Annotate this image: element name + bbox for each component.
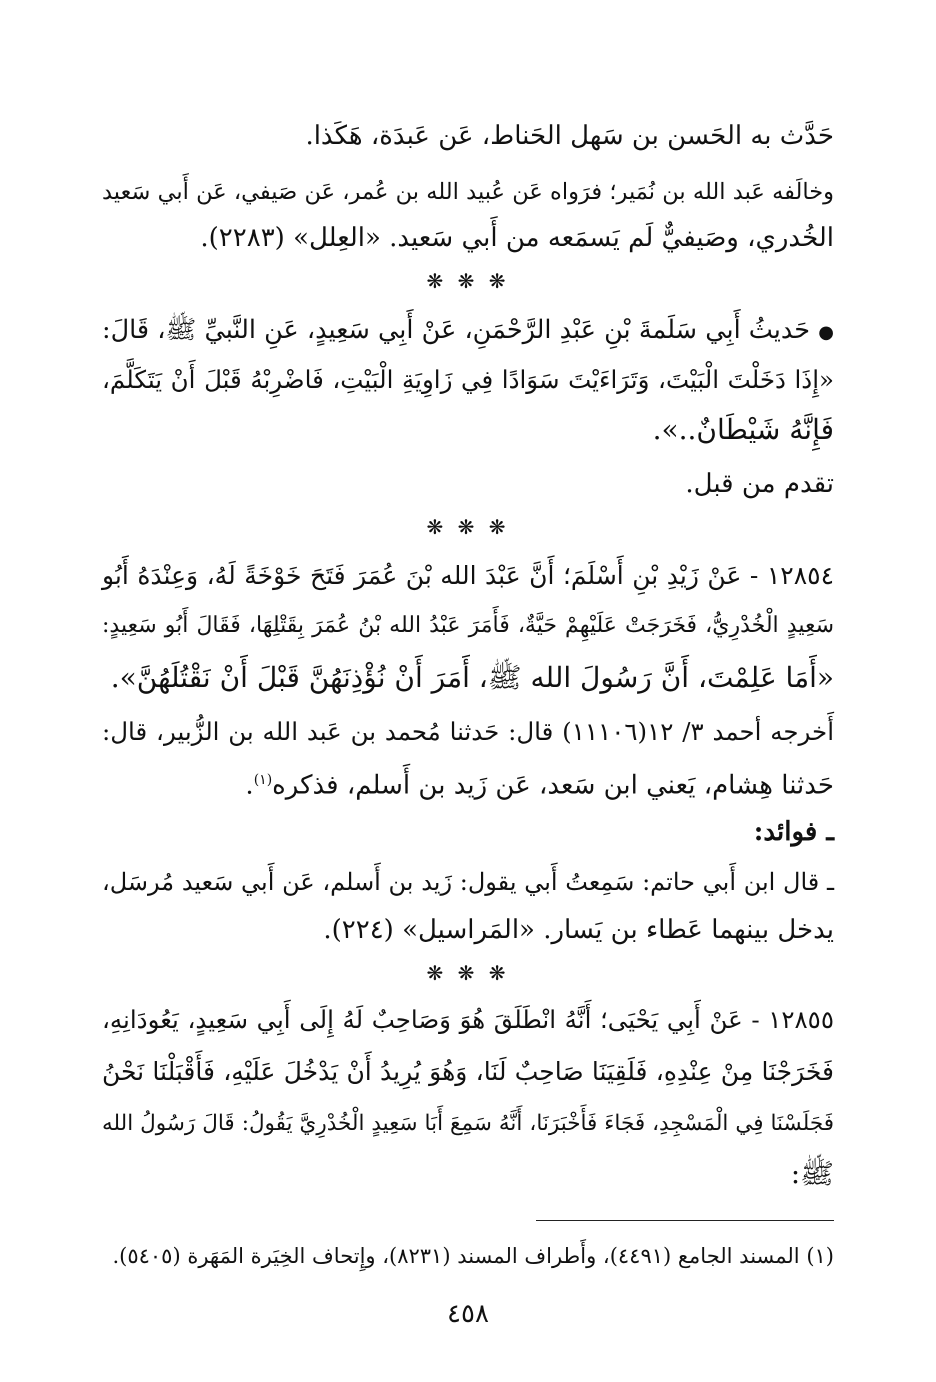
section-separator: ❋ ❋ ❋ xyxy=(426,515,510,539)
hadith-text-line: فَخَرَجْنَا مِنْ عِنْدِهِ، فَلَقِيَنَا صَاحِبٌ لَنَا، وَهُوَ يُرِيدُ أَنْ يَدْخُلَ عَلَيْهِ، فَأَقْبَلْنَا نَحْنُ xyxy=(102,1057,834,1086)
hadith-heading-text: حَديثُ أَبِي سَلَمةَ بْنِ عَبْدِ الرَّحْمَنِ، عَنْ أَبِي سَعِيدٍ، عَنِ النَّبيِّ ﷺ، قَالَ: xyxy=(102,315,811,345)
footnote-divider xyxy=(536,1220,834,1221)
hadith-text-line: ﷺ: xyxy=(790,1157,834,1190)
hadith-heading xyxy=(102,310,834,353)
text-segment: . xyxy=(245,770,254,801)
text-line: حَدَّث به الحَسن بن سَهل الحَناط، عَن عَبدَة، هَكَذا. xyxy=(305,121,834,151)
text-line: أَخرجه أحمد ٣/ ١٢(١١١٠٦) قال: حَدثنا مُحمد بن عَبد الله بن الزُّبير، قال: xyxy=(102,717,835,746)
text-segment: حَدثنا هِشام، يَعني ابن سَعد، عَن زَيد بن أَسلم، فذكره xyxy=(272,770,834,801)
section-heading: ـ فوائد: xyxy=(753,817,834,847)
text-line: تقدم من قبل. xyxy=(685,469,834,499)
section-separator: ❋ ❋ ❋ xyxy=(426,961,510,985)
text-line: يدخل بينهما عَطاء بن يَسار. «المَراسيل» (٢٢٤). xyxy=(323,915,834,945)
page-number: ٤٥٨ xyxy=(447,1299,489,1329)
text-line: ـ قال ابن أَبي حاتم: سَمِعتُ أَبي يقول: زَيد بن أَسلم، عَن أَبي سَعيد مُرسَل، xyxy=(102,868,834,896)
hadith-text-line: سَعِيدٍ الْخُدْرِيُّ، فَخَرَجَتْ عَلَيْهِمْ حَيَّةٌ، فَأَمَرَ عَبْدُ الله بْنُ عُمَرَ بِقَتْلِهَا، فَقَالَ أَبُو سَعِيدٍ: xyxy=(102,613,834,638)
footnote: (١) المسند الجامع (٤٤٩١)، وأَطراف المسند (٨٢٣١)، وإِتحاف الخِيَرة المَهَرة (٥٤٠٥). xyxy=(112,1244,834,1268)
hadith-text-line: فَجَلَسْنَا فِي الْمَسْجِدِ، فَجَاءَ فَأَخْبَرَنَا، أَنَّهُ سَمِعَ أَبَا سَعِيدٍ الْخُدْرِيَّ يَقُولُ: قَالَ رَسُولُ الله xyxy=(102,1111,834,1136)
hadith-heading: ١٢٨٥٤ - عَنْ زَيْدِ بْنِ أَسْلَمَ؛ أَنَّ عَبْدَ الله بْنَ عُمَرَ فَتَحَ خَوْخَةً لَهُ، وَعِنْدَهُ أَبُو xyxy=(102,561,834,590)
section-separator: ❋ ❋ ❋ xyxy=(426,269,510,293)
text-line: الخُدري، وصَيفيٌّ لَم يَسمَعه من أَبي سَعيد. «العِلل» (٢٢٨٣). xyxy=(200,223,834,253)
text-line xyxy=(245,760,834,806)
footnote-ref: (١) xyxy=(253,772,273,788)
hadith-text-line: فَإِنَّهُ شَيْطَانٌ..». xyxy=(652,413,834,446)
hadith-heading: ١٢٨٥٥ - عَنْ أَبِي يَحْيَى؛ أَنَّهُ انْطَلَقَ هُوَ وَصَاحِبٌ لَهُ إِلَى أَبِي سَعِيدٍ، يَعُودَانِهِ، xyxy=(102,1005,834,1034)
hadith-text-line: «إِذَا دَخَلْتَ الْبَيْتَ، وَتَرَاءَيْتَ سَوَادًا فِي زَاوِيَةِ الْبَيْتِ، فَاضْرِبْهُ قَبْلَ أَنْ يَتَكَلَّمَ، xyxy=(102,365,834,394)
bullet-icon: ● xyxy=(818,322,834,343)
hadith-text-line: «أَمَا عَلِمْتَ، أَنَّ رَسُولَ الله ﷺ، أَمَرَ أَنْ نُؤْذِنَهُنَّ قَبْلَ أَنْ نَقْتُلَهُنَّ». xyxy=(110,661,834,694)
text-line: وخالَفه عَبد الله بن نُمَير؛ فرَواه عَن عُبيد الله بن عُمر، عَن صَيفي، عَن أَبي سَعيد xyxy=(102,179,834,205)
